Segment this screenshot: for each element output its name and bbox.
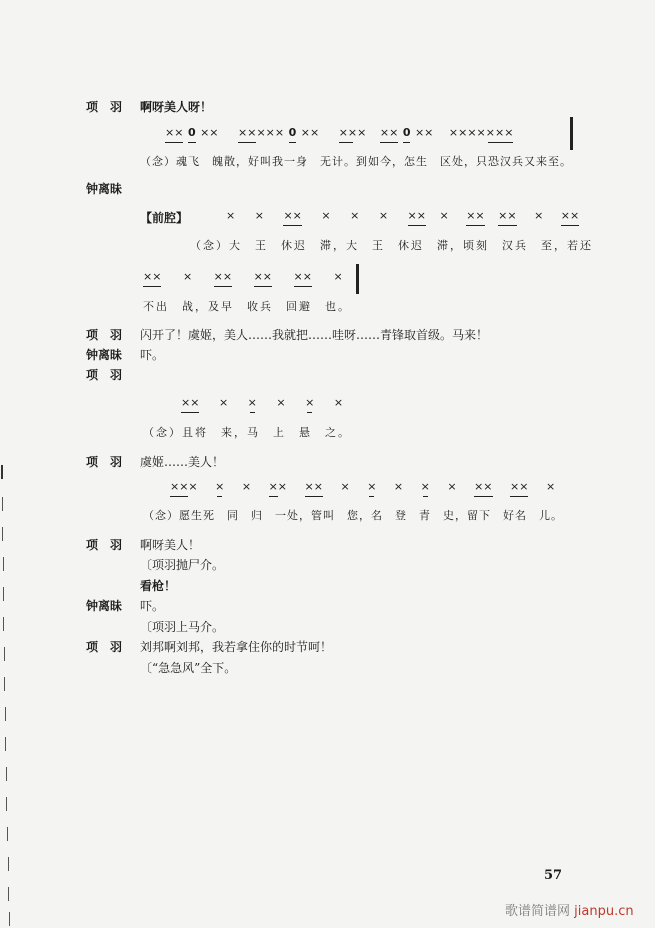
note-group: ××: [380, 126, 398, 139]
note-group: ××: [269, 480, 287, 493]
notation-row-3: [143, 270, 343, 283]
note-group: ××: [414, 126, 434, 139]
lyric-line: （念）愿生死 同 归 一处，管叫 您，名 登 青 史，留下 好名 儿。: [143, 509, 563, 522]
dialogue-line: 吓。: [140, 348, 165, 362]
stage-direction: 〔“急急风”全下。: [140, 661, 237, 675]
note-group: ××: [498, 209, 516, 222]
notation-row-1: [165, 126, 513, 139]
watermark: [505, 900, 634, 919]
note-rest: 0: [289, 126, 297, 139]
dialogue-line: 吓。: [140, 599, 165, 613]
dialogue-line: 虞姬……美人！: [140, 455, 225, 469]
note-group: ××: [408, 209, 426, 222]
note: ×: [254, 209, 264, 222]
note: ×: [218, 396, 229, 409]
note-group: ××: [214, 270, 232, 283]
stage-direction: 〔项羽抛尸介。: [140, 558, 225, 572]
note-group: ××: [474, 480, 492, 493]
speaker-label: 钟离昧: [86, 348, 123, 362]
speaker-label: 项 羽: [86, 368, 123, 382]
notation-row-2: [226, 209, 579, 222]
note: ×: [545, 480, 556, 493]
note-group: ××: [300, 126, 320, 139]
note-group: ×××××: [238, 126, 284, 139]
note-rest: 0: [403, 126, 411, 139]
note-group: ××: [143, 270, 161, 283]
note-group: ×××: [170, 480, 198, 493]
dialogue-line: 刘邦啊刘邦，我若拿住你的时节呵！: [140, 640, 333, 654]
speaker-label: 钟离昧: [86, 182, 123, 196]
speaker-label: 钟离昧: [86, 599, 123, 613]
note: ×: [421, 480, 430, 493]
note: ×: [248, 396, 257, 409]
bar-line: [356, 264, 359, 294]
note-group: ××: [305, 480, 323, 493]
stage-direction: 〔项羽上马介。: [140, 620, 225, 634]
note: ×: [276, 396, 286, 409]
dialogue-line: 看枪！: [140, 579, 177, 593]
note: ×: [350, 209, 360, 222]
note: ×: [447, 480, 457, 493]
note-group: ××: [466, 209, 484, 222]
note: ×: [215, 480, 224, 493]
note: ×: [305, 396, 314, 409]
speaker-label: 项 羽: [86, 538, 123, 552]
note: ×: [226, 209, 236, 222]
note-group: ×××: [339, 126, 367, 139]
note-group: ×××××××: [449, 126, 514, 139]
note-rest: 0: [188, 126, 196, 139]
note: ×: [367, 480, 376, 493]
note-group: ××: [561, 209, 579, 222]
note: ×: [439, 209, 449, 222]
speaker-label: 项 羽: [86, 100, 123, 114]
prelude-label: 【前腔】: [140, 211, 189, 225]
note-group: ××: [254, 270, 272, 283]
note: ×: [378, 209, 389, 222]
note: ×: [182, 270, 193, 283]
note-group: ××: [165, 126, 183, 139]
note-group: ××: [200, 126, 219, 139]
note: ×: [340, 480, 350, 493]
bar-line: [570, 117, 573, 150]
note: ×: [241, 480, 252, 493]
note-group: ××: [283, 209, 301, 222]
lyric-line: （念）魂飞 魄散，好叫我一身 无计。到如今，怎生 区处，只恐汉兵又来至。: [140, 155, 572, 168]
note-group: ××: [294, 270, 312, 283]
watermark-latin: jianpu.cn: [574, 904, 634, 919]
watermark-cn: 歌谱简谱网: [505, 904, 571, 919]
notation-row-5: [170, 480, 555, 493]
page-number: 57: [544, 868, 563, 883]
note: ×: [534, 209, 544, 222]
notation-row-4: [181, 396, 343, 409]
note-group: ××: [181, 396, 199, 409]
note-group: ××: [510, 480, 528, 493]
speaker-label: 项 羽: [86, 640, 123, 654]
note: ×: [333, 270, 343, 283]
speaker-label: 项 羽: [86, 328, 123, 342]
note: ×: [393, 480, 404, 493]
dialogue-line: 闪开了！虞姬，美人……我就把……哇呀……青锋取首级。马来！: [140, 328, 489, 342]
dialogue-line: 啊呀美人呀！: [140, 100, 213, 114]
lyric-line: （念）且将 来，马 上 悬 之。: [143, 426, 351, 439]
lyric-line: （念）大 王 休迟 滞，大 王 休迟 滞，顷刻 汉兵 至，若还: [190, 239, 593, 252]
note: ×: [321, 209, 331, 222]
speaker-label: 项 羽: [86, 455, 123, 469]
lyric-line: 不出 战，及早 收兵 回避 也。: [143, 300, 351, 313]
note: ×: [333, 396, 344, 409]
dialogue-line: 啊呀美人！: [140, 538, 201, 552]
